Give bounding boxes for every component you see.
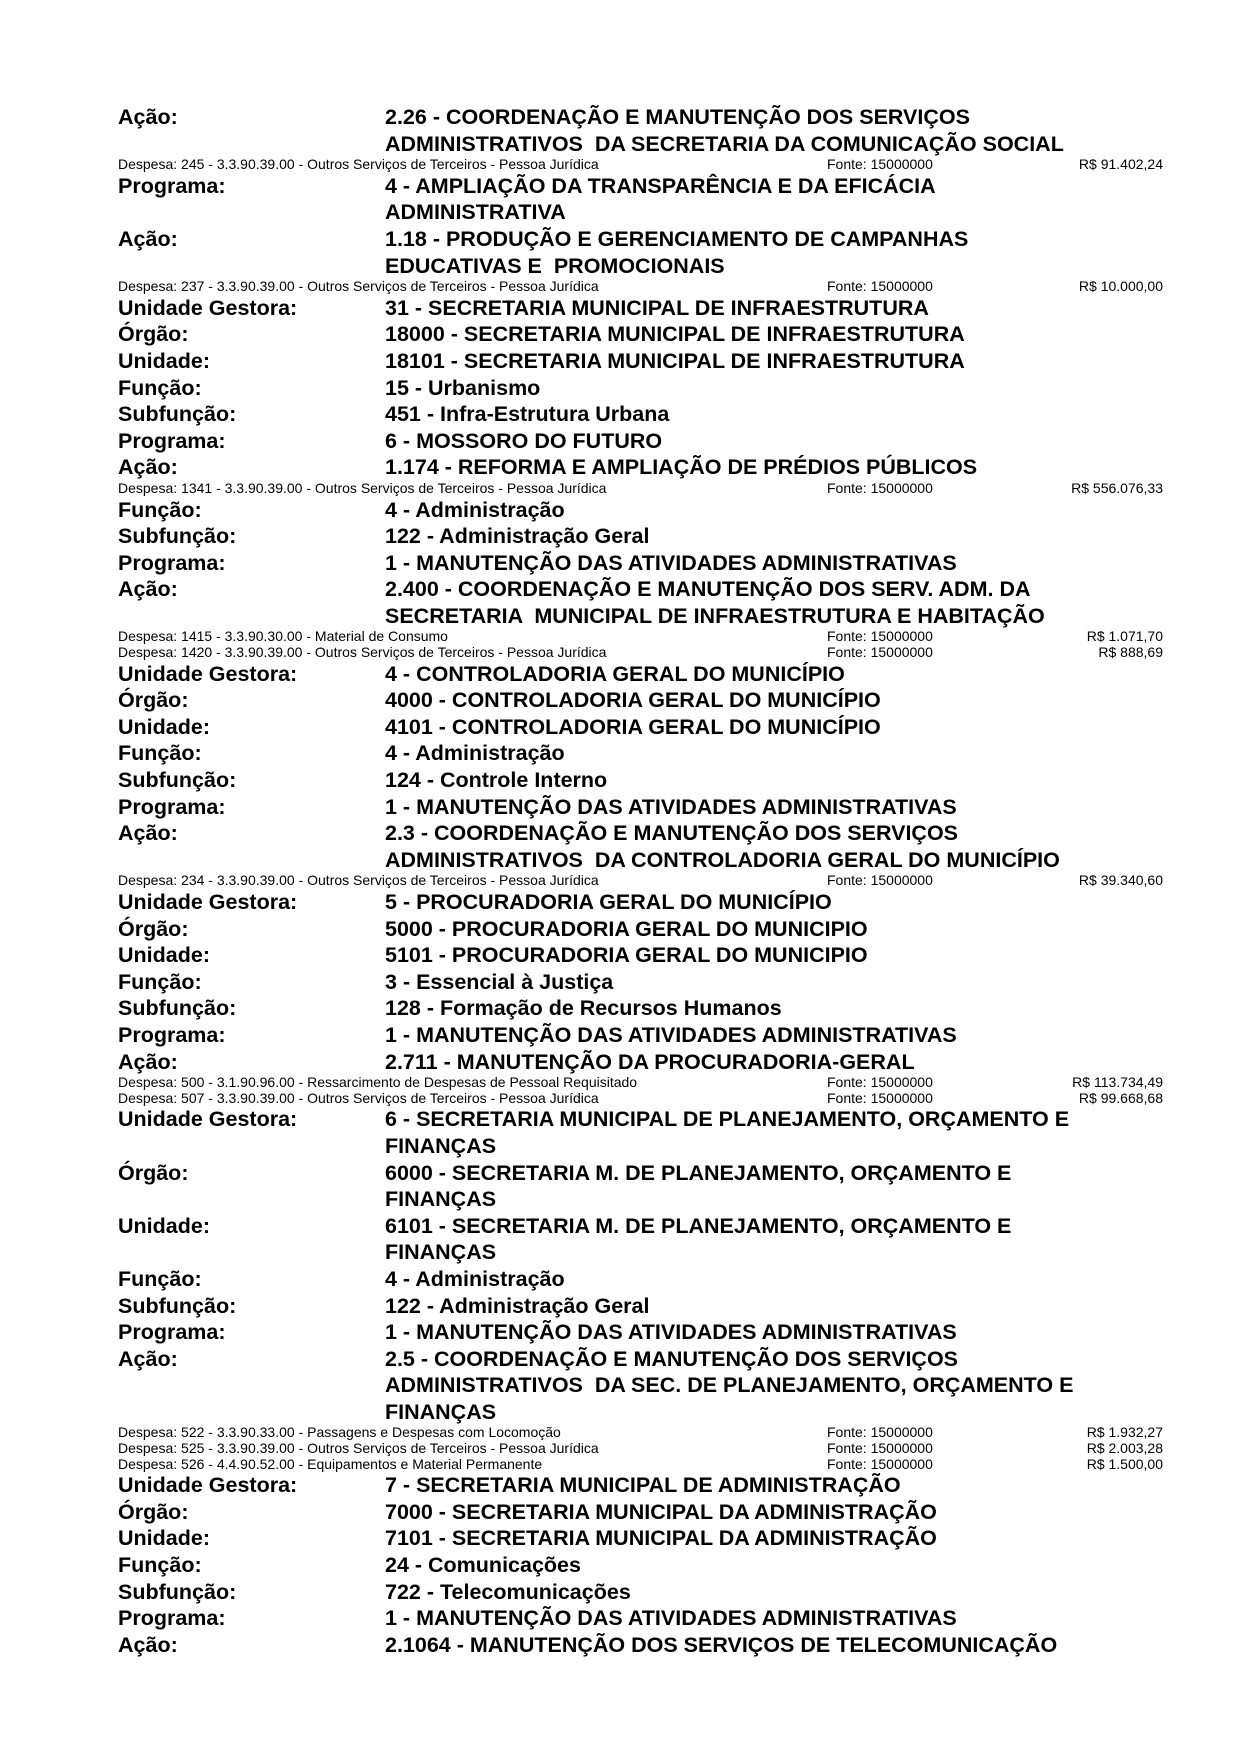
field-value: 2.711 - MANUTENÇÃO DA PROCURADORIA-GERAL: [385, 1049, 915, 1074]
classification-row: [118, 1499, 1163, 1526]
expense-line: [118, 157, 1163, 173]
field-label: Programa:: [118, 1022, 226, 1047]
budget-document: [118, 104, 1163, 1658]
expense-description: Despesa: 525 - 3.3.90.39.00 - Outros Serviços de Terceiros - Pessoa Jurídica: [118, 1440, 599, 1457]
field-label: Ação:: [118, 1346, 178, 1371]
field-value: 7101 - SECRETARIA MUNICIPAL DA ADMINISTRAÇÃO: [385, 1526, 937, 1551]
expense-description: Despesa: 234 - 3.3.90.39.00 - Outros Serviços de Terceiros - Pessoa Jurídica: [118, 872, 599, 889]
field-label: Ação:: [118, 455, 178, 480]
classification-row: [118, 401, 1163, 428]
field-label: Programa:: [118, 1606, 226, 1631]
expense-description: Despesa: 522 - 3.3.90.33.00 - Passagens e Despesas com Locomoção: [118, 1424, 561, 1441]
field-value: 1 - MANUTENÇÃO DAS ATIVIDADES ADMINISTRATIVAS: [385, 1022, 957, 1047]
classification-row: [118, 454, 1163, 481]
classification-row: [118, 1525, 1163, 1552]
expense-description: Despesa: 1415 - 3.3.90.30.00 - Material de Consumo: [118, 628, 448, 645]
field-label: Função:: [118, 1553, 202, 1578]
field-value: 4 - Administração: [385, 1266, 565, 1291]
field-label: Órgão:: [118, 322, 189, 347]
classification-row: [118, 295, 1163, 322]
field-label: Unidade Gestora:: [118, 661, 298, 686]
expense-amount: R$ 1.500,00: [1086, 1455, 1163, 1472]
field-value: 2.5 - COORDENAÇÃO E MANUTENÇÃO DOS SERVIÇOS ADMINISTRATIVOS DA SEC. DE PLANEJAMENTO, ORÇAMENTO E FINANÇAS: [385, 1346, 1074, 1424]
field-label: Unidade Gestora:: [118, 295, 298, 320]
classification-row: [118, 714, 1163, 741]
field-value: 4 - AMPLIAÇÃO DA TRANSPARÊNCIA E DA EFICÁCIA ADMINISTRATIVA: [385, 173, 936, 225]
expense-line: [118, 1457, 1163, 1473]
field-value: 1 - MANUTENÇÃO DAS ATIVIDADES ADMINISTRATIVAS: [385, 794, 957, 819]
expense-source: Fonte: 15000000: [827, 479, 933, 496]
expense-source: Fonte: 15000000: [827, 1074, 933, 1091]
classification-row: [118, 226, 1163, 279]
field-label: Órgão:: [118, 1160, 189, 1185]
field-label: Ação:: [118, 577, 178, 602]
expense-amount: R$ 91.402,24: [1078, 156, 1163, 173]
expense-description: Despesa: 237 - 3.3.90.39.00 - Outros Serviços de Terceiros - Pessoa Jurídica: [118, 278, 599, 295]
classification-row: [118, 1319, 1163, 1346]
field-label: Órgão:: [118, 916, 189, 941]
field-value: 15 - Urbanismo: [385, 375, 541, 400]
field-value: 5000 - PROCURADORIA GERAL DO MUNICIPIO: [385, 916, 868, 941]
expense-description: Despesa: 500 - 3.1.90.96.00 - Ressarcimento de Despesas de Pessoal Requisitado: [118, 1074, 638, 1091]
expense-line: [118, 1075, 1163, 1091]
field-value: 31 - SECRETARIA MUNICIPAL DE INFRAESTRUTURA: [385, 295, 929, 320]
field-value: 2.3 - COORDENAÇÃO E MANUTENÇÃO DOS SERVIÇOS ADMINISTRATIVOS DA CONTROLADORIA GERAL DO MUNICÍPIO: [385, 821, 1060, 872]
field-value: 1 - MANUTENÇÃO DAS ATIVIDADES ADMINISTRATIVAS: [385, 550, 957, 575]
field-label: Subfunção:: [118, 1579, 237, 1604]
field-value: 4101 - CONTROLADORIA GERAL DO MUNICÍPIO: [385, 714, 881, 739]
classification-row: [118, 1022, 1163, 1049]
classification-row: [118, 321, 1163, 348]
classification-row: [118, 794, 1163, 821]
field-label: Função:: [118, 741, 202, 766]
classification-row: [118, 1106, 1163, 1159]
classification-row: [118, 1160, 1163, 1213]
expense-source: Fonte: 15000000: [827, 1424, 933, 1441]
field-label: Subfunção:: [118, 996, 237, 1021]
field-label: Unidade Gestora:: [118, 1473, 298, 1498]
field-value: 1 - MANUTENÇÃO DAS ATIVIDADES ADMINISTRATIVAS: [385, 1320, 957, 1345]
classification-row: [118, 523, 1163, 550]
field-value: 128 - Formação de Recursos Humanos: [385, 996, 782, 1021]
classification-row: [118, 889, 1163, 916]
field-label: Programa:: [118, 550, 226, 575]
classification-row: [118, 428, 1163, 455]
classification-row: [118, 942, 1163, 969]
expense-amount: R$ 39.340,60: [1078, 872, 1163, 889]
classification-row: [118, 173, 1163, 226]
field-label: Ação:: [118, 226, 178, 251]
expense-amount: R$ 1.932,27: [1086, 1424, 1163, 1441]
classification-row: [118, 1266, 1163, 1293]
field-label: Órgão:: [118, 1499, 189, 1524]
classification-row: [118, 687, 1163, 714]
field-label: Ação:: [118, 1632, 178, 1657]
expense-line: [118, 1441, 1163, 1457]
classification-row: [118, 1632, 1163, 1659]
expense-description: Despesa: 1420 - 3.3.90.39.00 - Outros Serviços de Terceiros - Pessoa Jurídica: [118, 644, 607, 661]
expense-amount: R$ 1.071,70: [1086, 628, 1163, 645]
classification-row: [118, 375, 1163, 402]
field-label: Unidade:: [118, 943, 210, 968]
field-value: 5 - PROCURADORIA GERAL DO MUNICÍPIO: [385, 890, 832, 914]
expense-source: Fonte: 15000000: [827, 1455, 933, 1472]
field-value: 722 - Telecomunicações: [385, 1579, 631, 1604]
field-label: Órgão:: [118, 688, 189, 713]
classification-row: [118, 767, 1163, 794]
field-value: 122 - Administração Geral: [385, 524, 650, 549]
classification-row: [118, 1293, 1163, 1320]
field-value: 122 - Administração Geral: [385, 1293, 650, 1318]
field-label: Ação:: [118, 1049, 178, 1074]
field-label: Subfunção:: [118, 1293, 237, 1318]
expense-description: Despesa: 526 - 4.4.90.52.00 - Equipamentos e Material Permanente: [118, 1455, 543, 1472]
expense-amount: R$ 2.003,28: [1086, 1440, 1163, 1457]
expense-amount: R$ 113.734,49: [1072, 1074, 1163, 1091]
field-value: 4000 - CONTROLADORIA GERAL DO MUNICÍPIO: [385, 688, 881, 713]
field-value: 3 - Essencial à Justiça: [385, 969, 614, 994]
classification-row: [118, 1605, 1163, 1632]
field-value: 124 - Controle Interno: [385, 768, 608, 793]
classification-row: [118, 661, 1163, 688]
field-value: 7000 - SECRETARIA MUNICIPAL DA ADMINISTRAÇÃO: [385, 1499, 937, 1524]
classification-row: [118, 995, 1163, 1022]
field-value: 5101 - PROCURADORIA GERAL DO MUNICIPIO: [385, 943, 868, 968]
expense-amount: R$ 10.000,00: [1078, 278, 1163, 295]
expense-source: Fonte: 15000000: [827, 278, 933, 295]
classification-row: [118, 1049, 1163, 1076]
expense-line: [118, 873, 1163, 889]
expense-source: Fonte: 15000000: [827, 156, 933, 173]
classification-row: [118, 104, 1163, 157]
expense-source: Fonte: 15000000: [827, 872, 933, 889]
classification-row: [118, 348, 1163, 375]
field-value: 2.400 - COORDENAÇÃO E MANUTENÇÃO DOS SERV. ADM. DA SECRETARIA MUNICIPAL DE INFRAESTRUTURA E HABITAÇÃO: [385, 577, 1045, 628]
field-value: 2.1064 - MANUTENÇÃO DOS SERVIÇOS DE TELECOMUNICAÇÃO: [385, 1632, 1058, 1657]
classification-row: [118, 969, 1163, 996]
expense-line: [118, 279, 1163, 295]
field-label: Programa:: [118, 1320, 226, 1345]
field-value: 1.18 - PRODUÇÃO E GERENCIAMENTO DE CAMPANHAS EDUCATIVAS E PROMOCIONAIS: [385, 226, 969, 278]
classification-row: [118, 1472, 1163, 1499]
field-label: Subfunção:: [118, 402, 237, 427]
classification-row: [118, 1213, 1163, 1266]
classification-row: [118, 1346, 1163, 1426]
field-label: Função:: [118, 969, 202, 994]
expense-amount: R$ 99.668,68: [1078, 1089, 1163, 1106]
classification-row: [118, 576, 1163, 629]
expense-amount: R$ 888,69: [1098, 644, 1163, 661]
expense-description: Despesa: 1341 - 3.3.90.39.00 - Outros Serviços de Terceiros - Pessoa Jurídica: [118, 479, 607, 496]
field-label: Ação:: [118, 105, 178, 129]
field-label: Unidade Gestora:: [118, 1107, 298, 1132]
field-value: 6101 - SECRETARIA M. DE PLANEJAMENTO, ORÇAMENTO E FINANÇAS: [385, 1213, 1012, 1265]
field-label: Unidade:: [118, 1526, 210, 1551]
classification-row: [118, 740, 1163, 767]
field-label: Programa:: [118, 794, 226, 819]
field-value: 18000 - SECRETARIA MUNICIPAL DE INFRAESTRUTURA: [385, 322, 965, 347]
expense-line: [118, 629, 1163, 645]
expense-line: [118, 1425, 1163, 1441]
field-label: Função:: [118, 375, 202, 400]
field-value: 451 - Infra-Estrutura Urbana: [385, 402, 670, 427]
field-label: Subfunção:: [118, 524, 237, 549]
field-value: 6000 - SECRETARIA M. DE PLANEJAMENTO, ORÇAMENTO E FINANÇAS: [385, 1160, 1012, 1212]
field-value: 7 - SECRETARIA MUNICIPAL DE ADMINISTRAÇÃO: [385, 1473, 901, 1498]
field-value: 2.26 - COORDENAÇÃO E MANUTENÇÃO DOS SERVIÇOS ADMINISTRATIVOS DA SECRETARIA DA COMUNICAÇÃO SOCIAL: [385, 105, 1064, 156]
expense-source: Fonte: 15000000: [827, 1440, 933, 1457]
field-value: 6 - SECRETARIA MUNICIPAL DE PLANEJAMENTO, ORÇAMENTO E FINANÇAS: [385, 1107, 1070, 1158]
classification-row: [118, 550, 1163, 577]
field-value: 4 - Administração: [385, 741, 565, 766]
field-value: 1.174 - REFORMA E AMPLIAÇÃO DE PRÉDIOS PÚBLICOS: [385, 455, 978, 480]
field-label: Função:: [118, 1266, 202, 1291]
expense-source: Fonte: 15000000: [827, 644, 933, 661]
expense-source: Fonte: 15000000: [827, 1089, 933, 1106]
field-label: Função:: [118, 497, 202, 522]
field-label: Unidade:: [118, 714, 210, 739]
expense-source: Fonte: 15000000: [827, 628, 933, 645]
field-label: Programa:: [118, 173, 226, 198]
field-value: 6 - MOSSORO DO FUTURO: [385, 428, 663, 453]
classification-row: [118, 1579, 1163, 1606]
classification-row: [118, 916, 1163, 943]
expense-amount: R$ 556.076,33: [1071, 479, 1163, 496]
expense-description: Despesa: 245 - 3.3.90.39.00 - Outros Serviços de Terceiros - Pessoa Jurídica: [118, 156, 599, 173]
expense-line: [118, 481, 1163, 497]
classification-row: [118, 1552, 1163, 1579]
classification-row: [118, 497, 1163, 524]
field-label: Programa:: [118, 428, 226, 453]
field-label: Unidade:: [118, 1213, 210, 1238]
field-value: 4 - CONTROLADORIA GERAL DO MUNICÍPIO: [385, 661, 845, 686]
field-value: 24 - Comunicações: [385, 1553, 581, 1578]
field-value: 4 - Administração: [385, 497, 565, 522]
field-label: Unidade Gestora:: [118, 890, 298, 914]
classification-row: [118, 820, 1163, 873]
field-label: Ação:: [118, 821, 178, 846]
field-value: 1 - MANUTENÇÃO DAS ATIVIDADES ADMINISTRATIVAS: [385, 1606, 957, 1631]
expense-description: Despesa: 507 - 3.3.90.39.00 - Outros Serviços de Terceiros - Pessoa Jurídica: [118, 1089, 599, 1106]
field-label: Subfunção:: [118, 768, 237, 793]
expense-line: [118, 645, 1163, 661]
field-value: 18101 - SECRETARIA MUNICIPAL DE INFRAESTRUTURA: [385, 348, 965, 373]
expense-line: [118, 1091, 1163, 1107]
field-label: Unidade:: [118, 348, 210, 373]
